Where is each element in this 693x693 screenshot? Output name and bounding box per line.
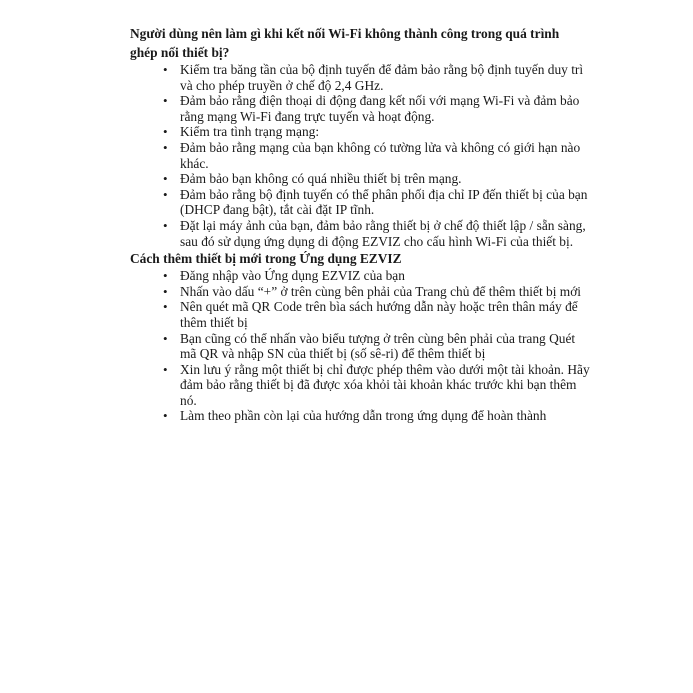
list-item-text: Đảm bảo rằng bộ định tuyến có thể phân phối địa chỉ IP đến thiết bị của bạn (DHCP đang bật), tắt cài đặt IP tĩnh.: [180, 186, 588, 218]
list-item-text: Kiểm tra băng tần của bộ định tuyến để đảm bảo rằng bộ định tuyến duy trì và cho phép truyền ở chế độ 2,4 GHz.: [180, 62, 584, 93]
list-item-text: Kiểm tra tình trạng mạng:: [180, 124, 320, 140]
list-item: [130, 268, 590, 284]
list-item-text: Đảm bảo rằng điện thoại di động đang kết nối với mạng Wi-Fi và đảm bảo rằng mạng Wi-Fi đang trực tuyến và hoạt động.: [180, 93, 580, 124]
list-item-text: Xin lưu ý rằng một thiết bị chỉ được phép thêm vào dưới một tài khoản. Hãy đảm bảo rằng thiết bị đã được xóa khỏi tài khoản khác trước khi bạn thêm nó.: [180, 361, 590, 408]
list-item: [130, 124, 590, 140]
list-item-text: Nhấn vào dấu “+” ở trên cùng bên phải của Trang chủ để thêm thiết bị mới: [180, 283, 582, 299]
bullet-icon: •: [163, 217, 168, 233]
list-item: [130, 171, 590, 187]
bullet-icon: •: [163, 62, 168, 77]
list-item-text: Làm theo phần còn lại của hướng dẫn trong ứng dụng để hoàn thành: [180, 408, 547, 424]
section-heading-add-device: Cách thêm thiết bị mới trong Ứng dụng EZVIZ: [130, 251, 402, 267]
wifi-troubleshooting-list: [130, 62, 590, 249]
list-item: [130, 284, 590, 300]
document-page: [130, 24, 590, 424]
bullet-icon: •: [163, 361, 168, 377]
list-item-text: Bạn cũng có thể nhấn vào biểu tượng ở trên cùng bên phải của trang Quét mã QR và nhập SN của thiết bị (số sê-ri) để thêm thiết bị: [180, 330, 576, 362]
list-item: [130, 331, 590, 362]
list-item-text: Đảm bảo rằng mạng của bạn không có tường lửa và không có giới hạn nào khác.: [180, 139, 581, 171]
list-item: [130, 408, 590, 424]
list-item-text: Đảm bảo bạn không có quá nhiều thiết bị trên mạng.: [180, 171, 462, 187]
bullet-icon: •: [163, 139, 168, 155]
bullet-icon: •: [163, 283, 168, 299]
bullet-icon: •: [163, 171, 168, 187]
add-device-list: [130, 268, 590, 424]
bullet-icon: •: [163, 330, 168, 346]
list-item: [130, 93, 590, 124]
list-item-text: Nên quét mã QR Code trên bìa sách hướng dẫn này hoặc trên thân máy để thêm thiết bị: [180, 299, 578, 330]
bullet-icon: •: [163, 124, 168, 140]
list-item: [130, 218, 590, 249]
list-item: [130, 299, 590, 330]
bullet-icon: •: [163, 299, 168, 315]
bullet-icon: •: [163, 186, 168, 202]
list-item-text: Đặt lại máy ảnh của bạn, đảm bảo rằng thiết bị ở chế độ thiết lập / sẵn sàng, sau đó sử dụng ứng dụng di động EZVIZ cho cấu hình Wi-Fi của thiết bị.: [180, 217, 586, 249]
list-item: [130, 187, 590, 218]
list-item-text: Đăng nhập vào Ứng dụng EZVIZ của bạn: [180, 268, 405, 284]
bullet-icon: •: [163, 93, 168, 109]
section-heading-wifi-troubleshooting: Người dùng nên làm gì khi kết nối Wi-Fi không thành công trong quá trình ghép nối thiết bị?: [130, 26, 560, 60]
bullet-icon: •: [163, 408, 168, 424]
list-item: [130, 140, 590, 171]
list-item: [130, 362, 590, 409]
list-item: [130, 62, 590, 93]
bullet-icon: •: [163, 268, 168, 284]
